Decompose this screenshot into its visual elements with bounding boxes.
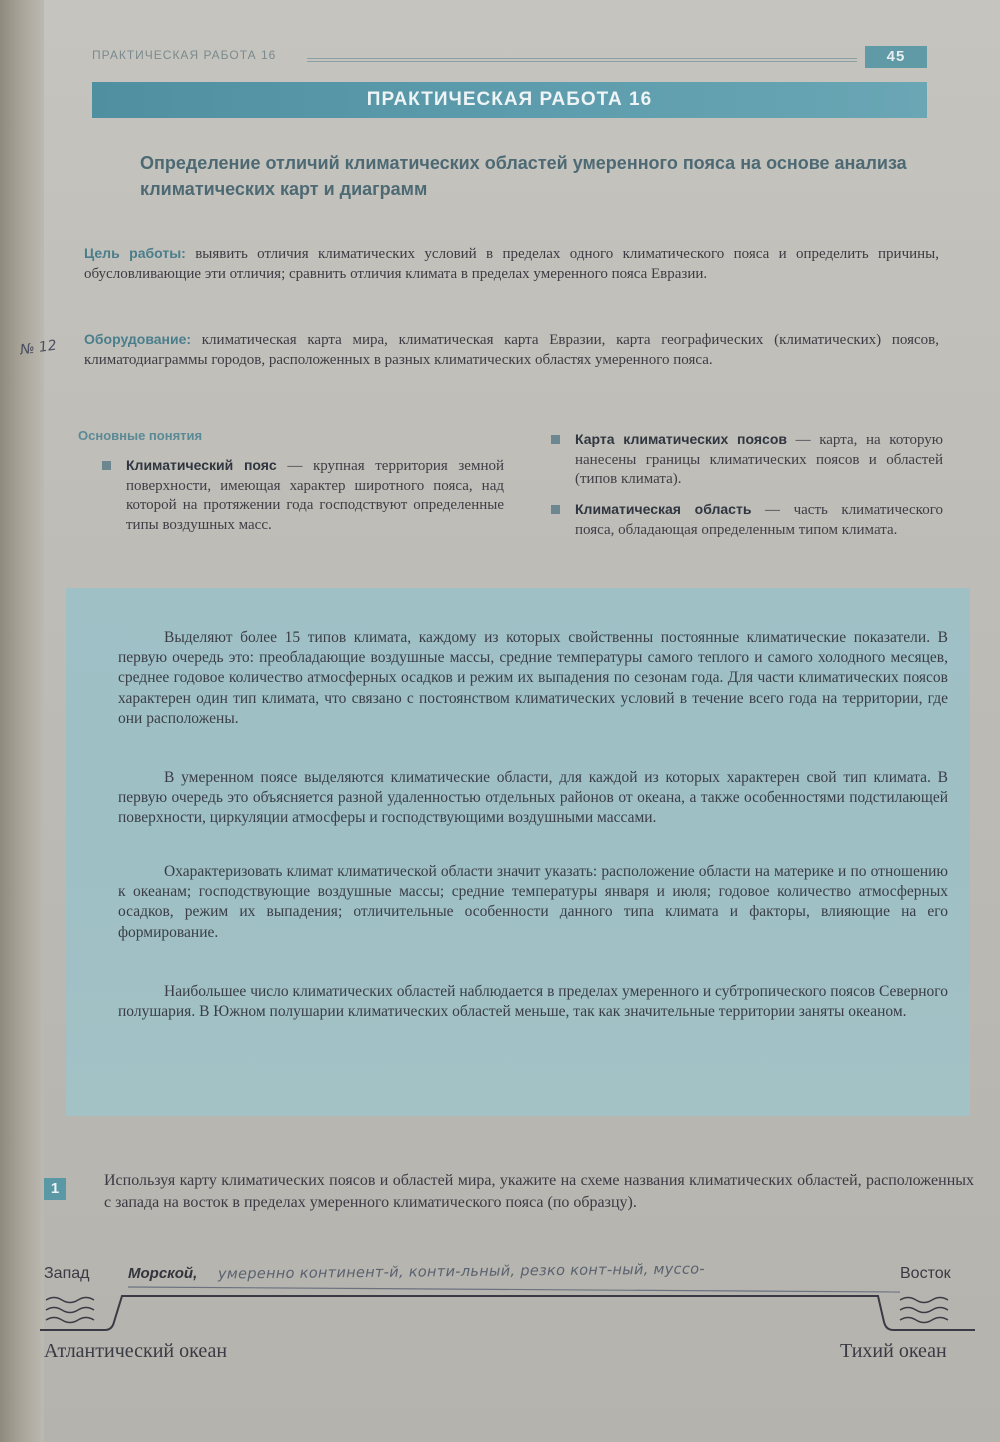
concept-definition: — карта, на которую нанесены границы климатических поясов и областей (типов климата). xyxy=(575,432,943,487)
concept-term: Климатический пояс xyxy=(126,457,277,473)
pacific-ocean-label: Тихий океан xyxy=(840,1340,947,1362)
goal-text: выявить отличия климатических условий в пределах одного климатического пояса и определить причины, обусловливающие эти отличия; сравнить отличия климата в пределах умеренного пояса Евразии. xyxy=(84,246,939,282)
concept-term: Климатическая область xyxy=(575,501,752,517)
task-number-badge: 1 xyxy=(44,1178,66,1200)
page-title: ПРАКТИЧЕСКАЯ РАБОТА 16 xyxy=(92,82,927,118)
right-ocean-waves-icon xyxy=(900,1298,948,1323)
info-paragraph-text: Наибольшее число климатических областей наблюдается в пределах умеренного и субтропического поясов Северного полушария. В Южном полушарии климатических областей меньше, так как значительные территории заняты океаном. xyxy=(118,983,948,1021)
continent-outline xyxy=(40,1296,975,1330)
concept-definition: — часть климатического пояса, обладающая определенным типом климата. xyxy=(575,502,943,538)
atlantic-ocean-label: Атлантический океан xyxy=(44,1340,228,1362)
left-ocean-waves-icon xyxy=(46,1298,94,1323)
goal-label: Цель работы: xyxy=(84,245,186,261)
concepts-heading: Основные понятия xyxy=(78,428,203,443)
equipment-label: Оборудование: xyxy=(84,331,192,347)
task-instruction: Используя карту климатических поясов и областей мира, укажите на схеме названия климатических областей, расположенных с запада на восток в пределах умеренного климатического пояса (по образцу). xyxy=(104,1172,974,1211)
work-subtitle: Определение отличий климатических областей умеренного пояса на основе анализа климатических карт и диаграмм xyxy=(140,153,907,199)
margin-handwritten-note: № 12 xyxy=(19,337,58,359)
west-label: Запад xyxy=(44,1265,90,1282)
running-title: ПРАКТИЧЕСКАЯ РАБОТА 16 xyxy=(92,48,277,62)
sample-answer: Морской, xyxy=(128,1265,198,1282)
east-label: Восток xyxy=(900,1265,951,1282)
answer-underline xyxy=(128,1287,900,1292)
concept-term: Карта климатических поясов xyxy=(575,431,787,447)
info-paragraph-text: В умеренном поясе выделяются климатические области, для каждой из которых характерен свой тип климата. В первую очередь это объясняется разной удаленностью отдельных районов от океана, а также особенностями подстилающей поверхности, циркуляции атмосферы и господствующими воздушными массами. xyxy=(118,769,948,827)
concept-definition: — крупная территория земной поверхности, имеющая характер широтного пояса, над которой на протяжении года господствуют определенные типы воздушных масс. xyxy=(126,458,505,533)
info-paragraph-text: Охарактеризовать климат климатической области значит указать: расположение области на материке и по отношению к океанам; господствующие воздушные массы; средние температуры января и июля; годовое количество атмосферных осадков, режим их выпадения; отличительные особенности данного типа климата и факторы, влияющие на его формирование. xyxy=(118,863,948,941)
info-paragraph-text: Выделяют более 15 типов климата, каждому из которых свойственны постоянные климатические показатели. В первую очередь это: преобладающие воздушные массы, средние температуры самого теплого и самого холодного месяцев, среднее годовое количество атмосферных осадков и режим их выпадения по сезонам года. Для части климатических поясов характерен один тип климата, что связано с постоянством климатических условий в течение всего года на территории, где они расположены. xyxy=(118,629,948,727)
handwritten-answer[interactable]: умеренно континент-й, конти-льный, резко конт-ный, муссо- xyxy=(217,1261,705,1283)
page-number: 45 xyxy=(865,46,927,68)
equipment-text: климатическая карта мира, климатическая карта Евразии, карта географических (климатических) поясов, климатодиаграммы городов, расположенных в разных климатических областях умеренного пояса. xyxy=(84,332,940,368)
